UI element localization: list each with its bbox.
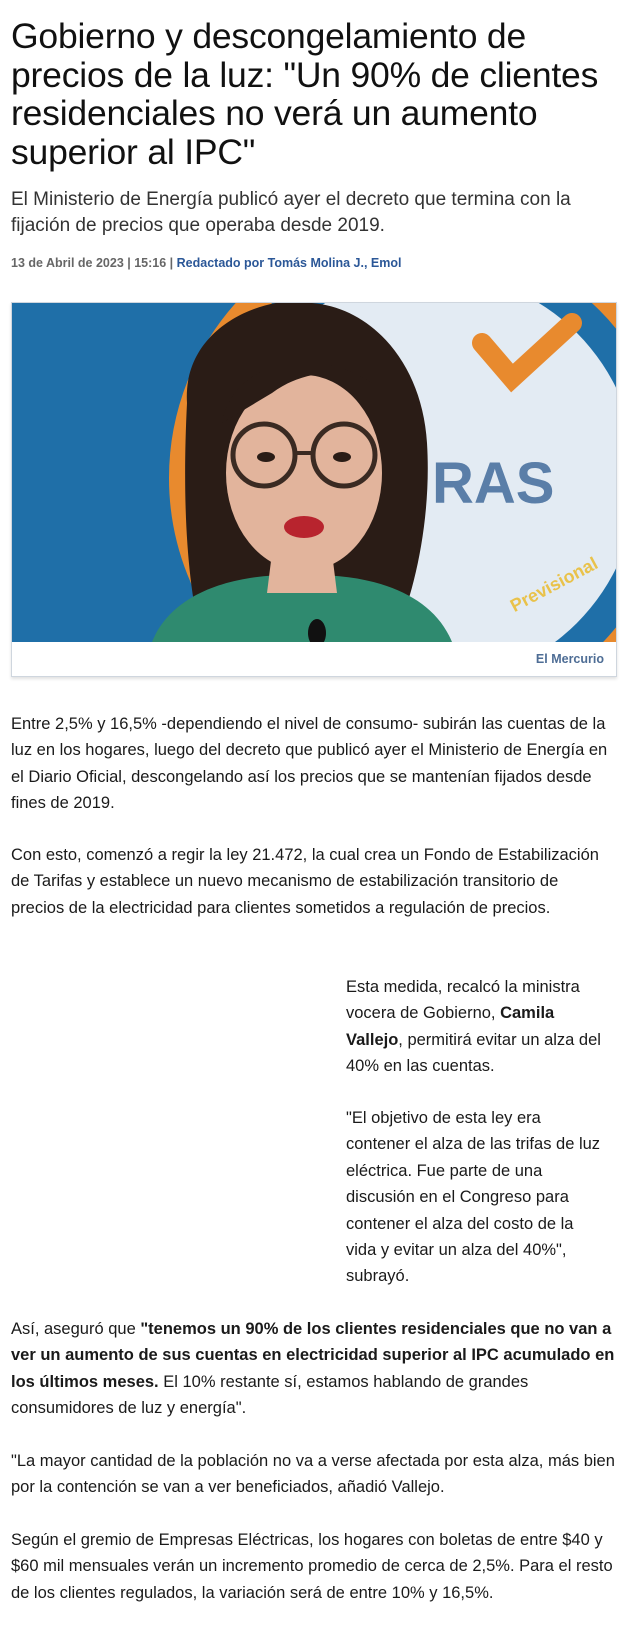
paragraph-3	[346, 974, 608, 1080]
photo-eye-right	[333, 452, 351, 462]
paragraph-2: Con esto, comenzó a regir la ley 21.472, la cual crea un Fondo de Estabilización de Tarifas y establece un nuevo mecanismo de estabilización transitorio de precios de la electricidad para clientes sometidos a regulación de precios.	[11, 846, 599, 917]
article-headline: Gobierno y descongelamiento de precios de la luz: "Un 90% de clientes residenciales no verá un aumento superior al IPC"	[11, 16, 599, 172]
paragraph-5-text-a: Así, aseguró que	[11, 1320, 141, 1338]
paragraph-7: Según el gremio de Empresas Eléctricas, los hogares con boletas de entre $40 y $60 mil mensuales verán un incremento promedio de cerca de 2,5%. Para el resto de los clientes regulados, la variación será de entre 10% y 16,5%.	[11, 1531, 613, 1602]
paragraph-5-text-b: El 10% restante sí, estamos hablando de grandes consumidores de luz y energía".	[11, 1372, 529, 1418]
paragraph-3-text-b: , permitirá evitar un alza del 40% en las cuentas.	[346, 1030, 601, 1076]
paragraph-1: Entre 2,5% y 16,5% -dependiendo el nivel de consumo- subirán las cuentas de la luz en los hogares, luego del decreto que publicó ayer el Ministerio de Energía en el Diario Oficial, descongelando así los precios que se mantenían fijados desde fines de 2019.	[11, 715, 608, 813]
author-link[interactable]: Redactado por Tomás Molina J., Emol	[176, 256, 402, 270]
paragraph-3-bold: Camila Vallejo	[346, 1004, 555, 1049]
article-photo[interactable]	[12, 303, 616, 642]
photo-backdrop-text-small: Previsional	[506, 553, 602, 616]
photo-eye-left	[257, 452, 275, 462]
publish-date: 13 de Abril de 2023 | 15:16 |	[11, 256, 177, 270]
photo-caption: El Mercurio	[535, 652, 604, 666]
paragraph-6: "La mayor cantidad de la población no va a verse afectada por esta alza, más bien por la contención se van a ver beneficiados, añadió Vallejo.	[11, 1452, 615, 1497]
article-subtitle: El Ministerio de Energía publicó ayer el decreto que termina con la fijación de precios que operaba desde 2019.	[11, 189, 571, 236]
paragraph-3-text-a: Esta medida, recalcó la ministra vocera de Gobierno,	[346, 978, 580, 1023]
photo-backdrop-text: RAS	[432, 451, 555, 516]
paragraph-5-bold: "tenemos un 90% de los clientes residenciales que no van a ver un aumento de sus cuentas en electricidad superior al IPC acumulado en los últimos meses.	[11, 1320, 615, 1391]
paragraph-5	[11, 1316, 616, 1422]
paragraph-4: "El objetivo de esta ley era contener el alza de las trifas de luz eléctrica. Fue parte de una discusión en el Congreso para contener el alza del costo de la vida y evitar un alza del 40%", subrayó.	[346, 1109, 601, 1286]
article-byline	[11, 256, 401, 270]
photo-illustration	[12, 303, 616, 642]
photo-lips	[284, 516, 324, 538]
article-figure	[11, 302, 617, 677]
